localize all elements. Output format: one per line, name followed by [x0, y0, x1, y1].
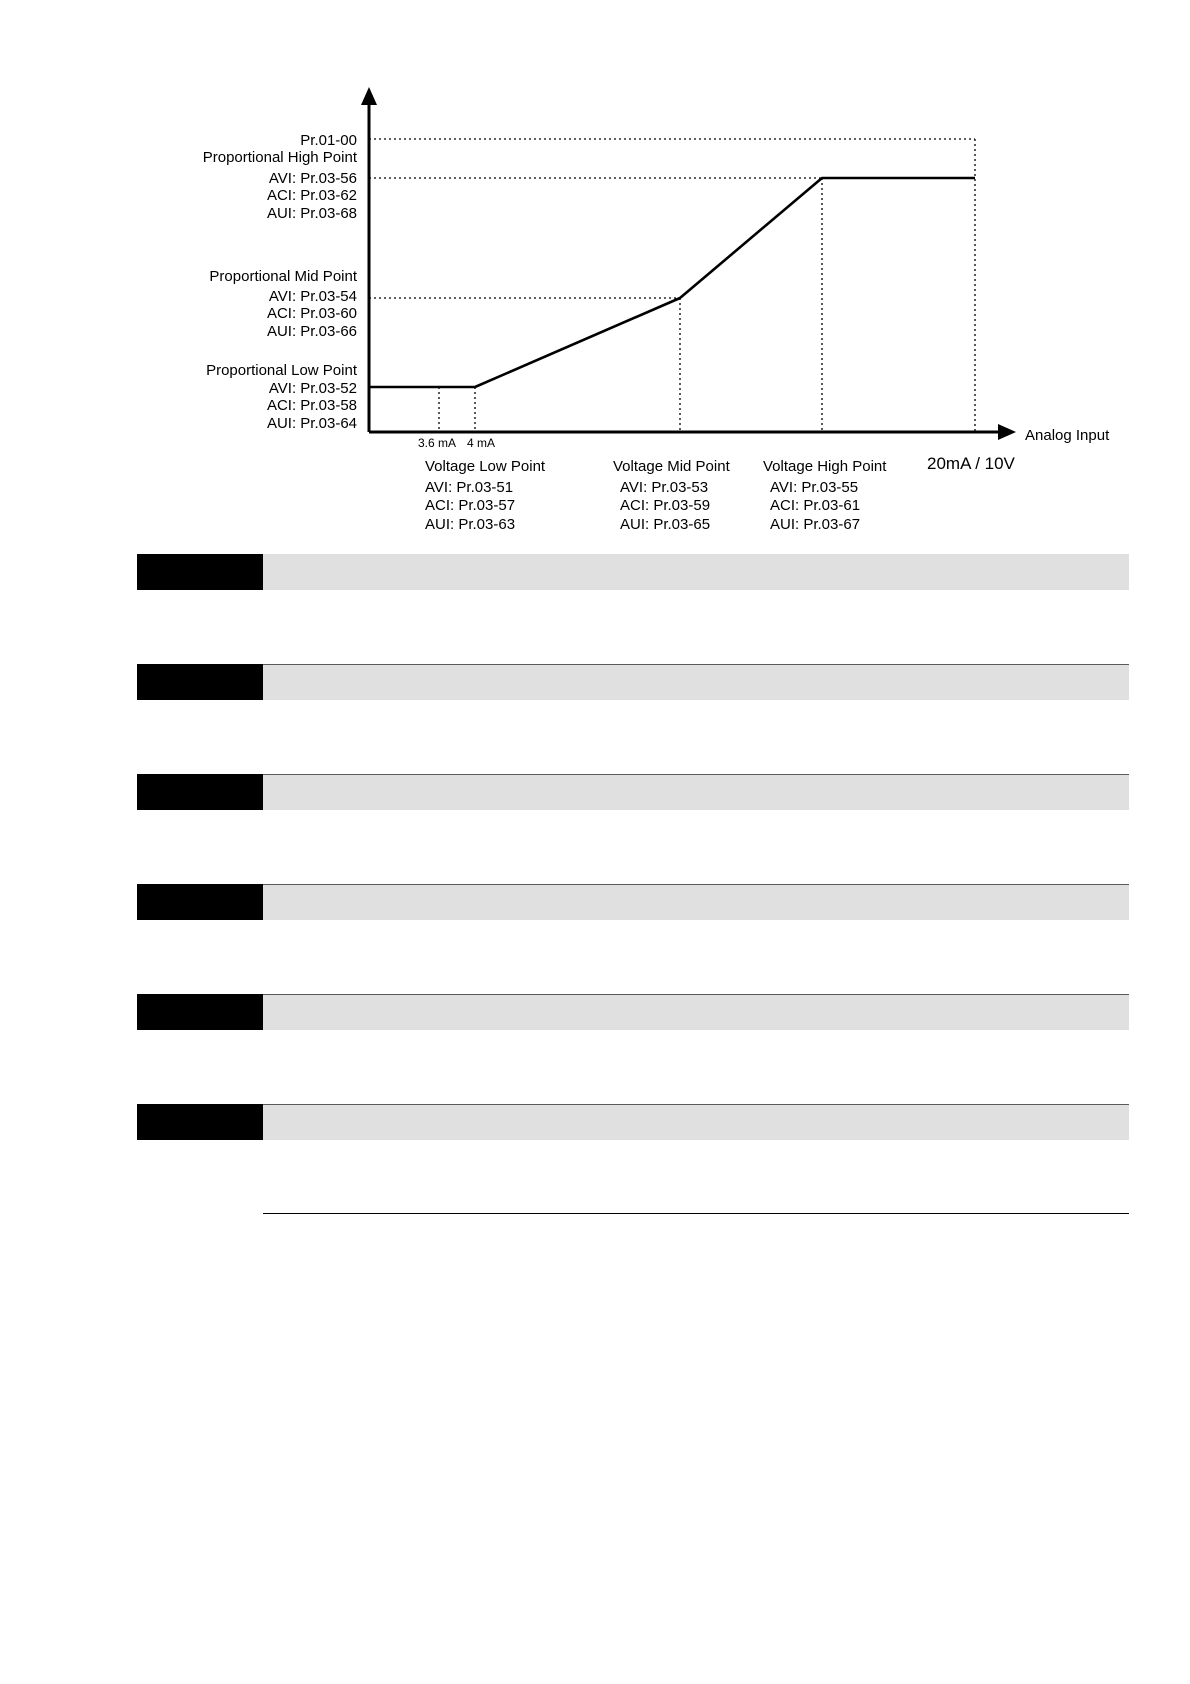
tick-label-4ma: 4 mA — [467, 436, 496, 450]
parameter-title-bar — [263, 994, 1129, 1030]
parameter-title-bar — [263, 554, 1129, 590]
parameter-header-1 — [137, 554, 1129, 590]
y-label-high-aui: AUI: Pr.03-68 — [266, 205, 357, 222]
parameter-header-2 — [137, 664, 1129, 700]
x-label-low-title: Voltage Low Point — [425, 458, 546, 475]
tick-label-36ma: 3.6 mA — [418, 436, 457, 450]
y-label-low-avi: AVI: Pr.03-52 — [268, 380, 357, 397]
x-label-mid-avi: AVI: Pr.03-53 — [620, 479, 709, 496]
y-label-mid-title: Proportional Mid Point — [209, 268, 357, 285]
y-axis-arrow — [361, 87, 377, 105]
parameter-header-3 — [137, 774, 1129, 810]
x-axis-arrow — [998, 424, 1016, 440]
x-label-high-aui: AUI: Pr.03-67 — [770, 516, 861, 533]
y-label-high-avi: AVI: Pr.03-56 — [268, 170, 357, 187]
x-label-low-aci: ACI: Pr.03-57 — [425, 497, 516, 514]
y-label-low-aui: AUI: Pr.03-64 — [266, 415, 357, 432]
x-label-low-aui: AUI: Pr.03-63 — [425, 516, 516, 533]
section-end-rule — [263, 1213, 1129, 1214]
x-label-mid-aui: AUI: Pr.03-65 — [620, 516, 711, 533]
x-label-high-avi: AVI: Pr.03-55 — [770, 479, 859, 496]
x-label-mid-title: Voltage Mid Point — [613, 458, 730, 475]
parameter-title-bar — [263, 774, 1129, 810]
y-label-low-title: Proportional Low Point — [206, 362, 357, 379]
parameter-header-5 — [137, 994, 1129, 1030]
axis-label-analog-input: Analog Input — [1025, 427, 1110, 444]
parameter-title-bar — [263, 884, 1129, 920]
y-label-high-aci: ACI: Pr.03-62 — [266, 187, 357, 204]
y-label-high-title: Proportional High Point — [202, 149, 357, 166]
y-label-low-aci: ACI: Pr.03-58 — [266, 397, 357, 414]
parameter-header-4 — [137, 884, 1129, 920]
parameter-header-6 — [137, 1104, 1129, 1140]
proportional-curve — [369, 178, 975, 387]
parameter-code-block — [137, 884, 263, 920]
x-label-high-aci: ACI: Pr.03-61 — [770, 497, 861, 514]
x-label-low-avi: AVI: Pr.03-51 — [425, 479, 514, 496]
y-label-mid-avi: AVI: Pr.03-54 — [268, 288, 357, 305]
x-label-high-title: Voltage High Point — [763, 458, 887, 475]
parameter-code-block — [137, 554, 263, 590]
parameter-title-bar — [263, 1104, 1129, 1140]
parameter-code-block — [137, 1104, 263, 1140]
parameter-code-block — [137, 774, 263, 810]
y-label-mid-aui: AUI: Pr.03-66 — [266, 323, 357, 340]
axis-max-label: 20mA / 10V — [927, 454, 1015, 473]
y-label-max: Pr.01-00 — [300, 132, 357, 149]
analog-input-curve-diagram — [0, 0, 1190, 545]
parameter-code-block — [137, 994, 263, 1030]
parameter-title-bar — [263, 664, 1129, 700]
x-label-mid-aci: ACI: Pr.03-59 — [620, 497, 711, 514]
parameter-code-block — [137, 664, 263, 700]
y-label-mid-aci: ACI: Pr.03-60 — [266, 305, 357, 322]
